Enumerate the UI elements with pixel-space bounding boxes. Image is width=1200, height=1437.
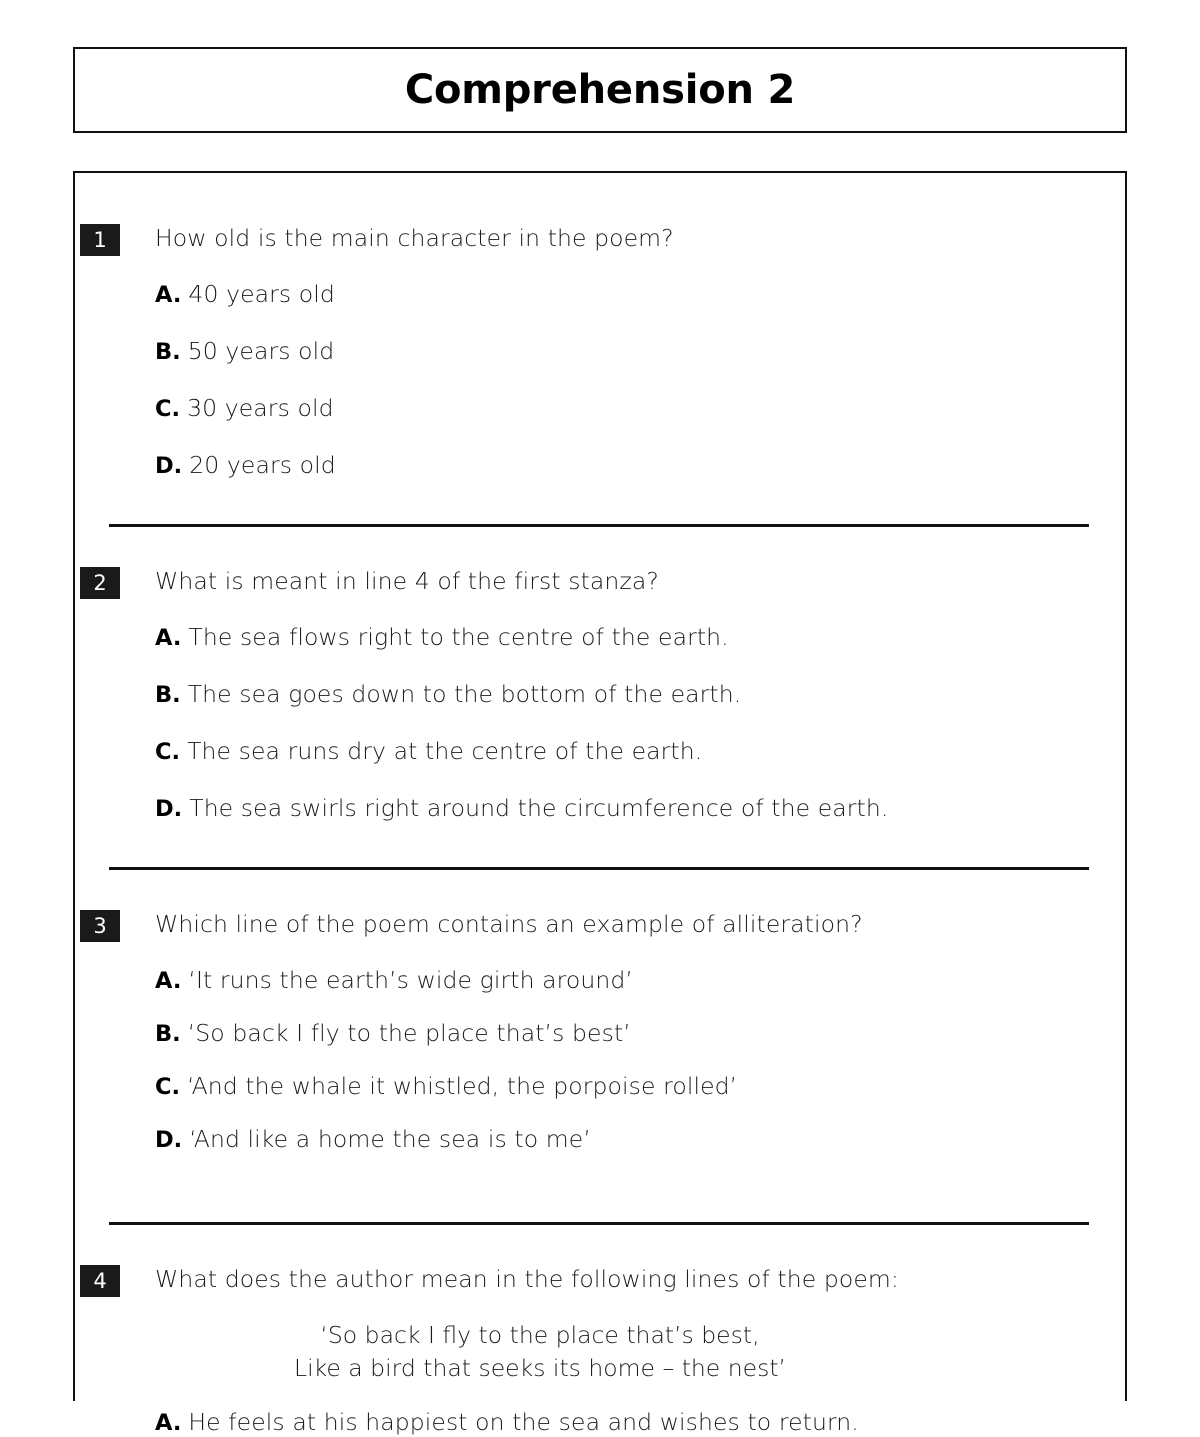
option-1-c[interactable] [75, 394, 1125, 423]
option-1-a[interactable] [75, 280, 1125, 309]
option-letter: A. [155, 968, 182, 994]
option-text: The sea goes down to the bottom of the earth. [187, 680, 742, 708]
options-list-4 [75, 1408, 1125, 1437]
option-text: He feels at his happiest on the sea and wishes to return. [188, 1407, 859, 1436]
option-text: 20 years old [189, 451, 336, 479]
question-prompt-3: Which line of the poem contains an example of alliteration? [155, 910, 863, 938]
option-letter: B. [155, 682, 181, 708]
option-2-c[interactable] [75, 737, 1125, 766]
option-letter: C. [155, 739, 181, 765]
option-text: ‘It runs the earth’s wide girth around’ [188, 966, 633, 994]
option-letter: B. [155, 1021, 181, 1047]
option-2-b[interactable] [75, 680, 1125, 709]
question-4-poem-excerpt [75, 1319, 1125, 1386]
question-block-4 [75, 1265, 1125, 1437]
question-prompt-1: How old is the main character in the poem? [155, 224, 674, 252]
poem-excerpt-line-1: ‘So back I fly to the place that’s best, [320, 1321, 760, 1349]
option-letter: A. [155, 625, 182, 651]
options-list-2 [75, 623, 1125, 823]
option-letter: C. [155, 396, 181, 422]
question-number-badge-3: 3 [80, 910, 120, 942]
option-2-d[interactable] [75, 794, 1125, 823]
option-2-a[interactable] [75, 623, 1125, 652]
option-text: ‘And the whale it whistled, the porpoise rolled’ [187, 1072, 738, 1100]
option-text: The sea flows right to the centre of the earth. [188, 623, 729, 651]
question-number-badge-2: 2 [80, 567, 120, 599]
option-letter: A. [155, 282, 182, 308]
option-text: ‘So back I fly to the place that’s best’ [187, 1019, 631, 1047]
option-text: ‘And like a home the sea is to me’ [189, 1125, 591, 1153]
options-list-3 [75, 966, 1125, 1154]
question-block-3 [75, 910, 1125, 1154]
option-3-c[interactable] [75, 1072, 1125, 1101]
option-4-a[interactable] [75, 1408, 1125, 1437]
option-letter: B. [155, 339, 181, 365]
questions-list [75, 173, 1125, 1437]
question-header-4 [75, 1265, 1125, 1299]
option-3-b[interactable] [75, 1019, 1125, 1048]
option-letter: C. [155, 1074, 181, 1100]
question-block-1 [75, 224, 1125, 480]
question-block-2 [75, 567, 1125, 823]
page-title: Comprehension 2 [404, 67, 796, 113]
option-1-d[interactable] [75, 451, 1125, 480]
option-3-d[interactable] [75, 1125, 1125, 1154]
question-number-badge-4: 4 [80, 1265, 120, 1297]
option-letter: D. [155, 796, 183, 822]
poem-excerpt-line-2: Like a bird that seeks its home – the nest’ [293, 1354, 787, 1383]
option-text: The sea runs dry at the centre of the earth. [187, 737, 703, 765]
options-list-1 [75, 280, 1125, 480]
option-letter: D. [155, 453, 183, 479]
option-1-b[interactable] [75, 337, 1125, 366]
worksheet-title-box [73, 47, 1127, 133]
option-text: The sea swirls right around the circumference of the earth. [189, 794, 889, 822]
question-prompt-4: What does the author mean in the following lines of the poem: [155, 1265, 899, 1293]
question-header-2 [75, 567, 1125, 601]
question-number-badge-1: 1 [80, 224, 120, 256]
option-3-a[interactable] [75, 966, 1125, 995]
option-text: 40 years old [188, 280, 335, 308]
question-prompt-2: What is meant in line 4 of the first stanza? [155, 567, 659, 595]
questions-frame [73, 171, 1127, 1436]
option-text: 30 years old [187, 394, 334, 422]
option-letter: D. [155, 1127, 183, 1153]
option-letter: A. [155, 1409, 182, 1436]
option-text: 50 years old [187, 337, 335, 365]
question-header-1 [75, 224, 1125, 258]
question-header-3 [75, 910, 1125, 944]
